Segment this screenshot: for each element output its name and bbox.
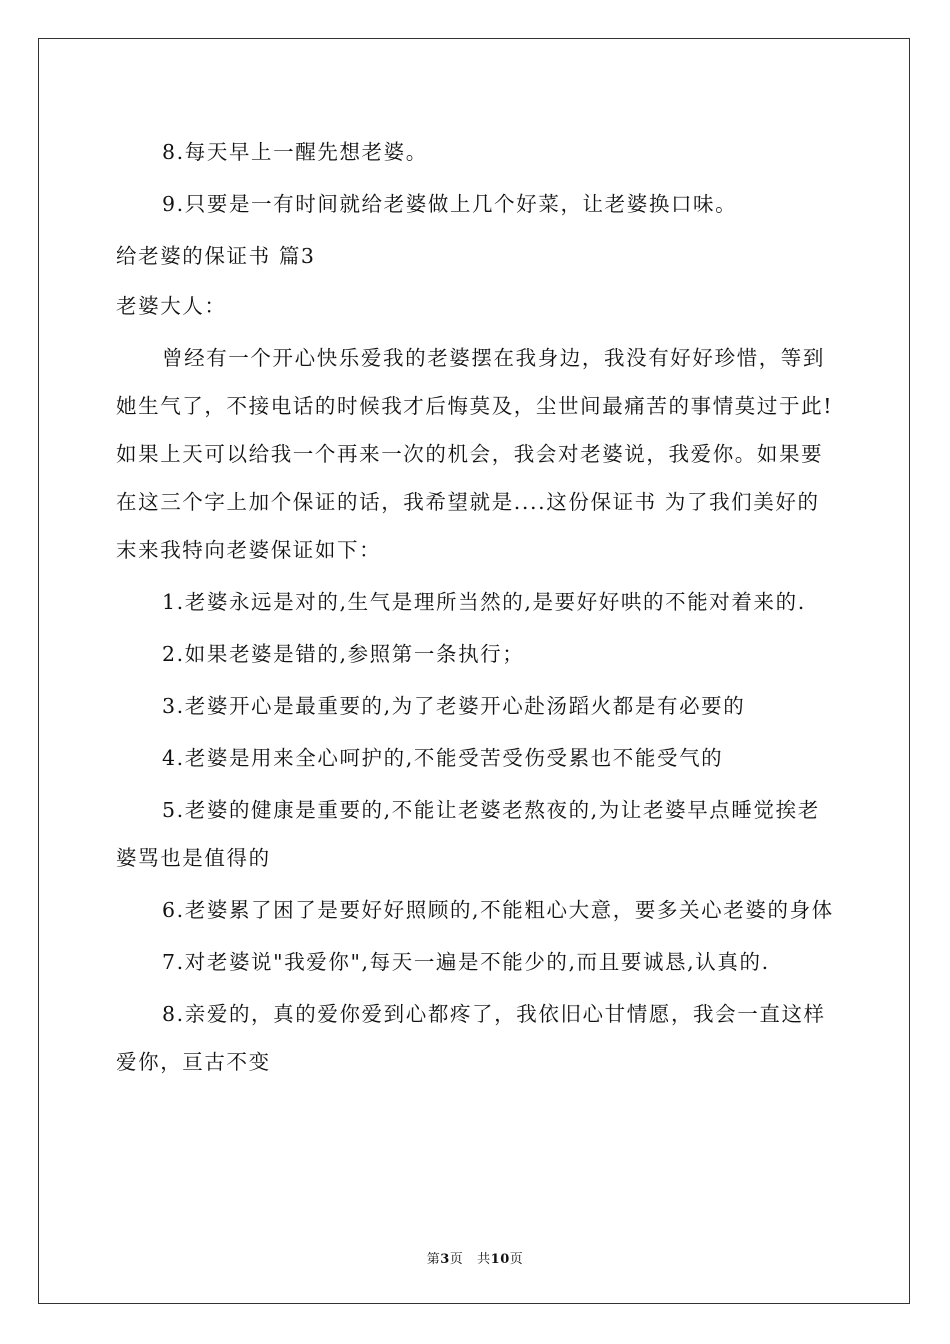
pledge-item-3: 3.老婆开心是最重要的,为了老婆开心赴汤蹈火都是有必要的 — [162, 694, 746, 718]
pledge-item-5: 5.老婆的健康是重要的,不能让老婆老熬夜的,为让老婆早点睡觉挨老婆骂也是值得的 — [116, 798, 820, 870]
salutation: 老婆大人： — [116, 294, 227, 318]
page-footer — [0, 1248, 950, 1267]
list-item-8-think-of-wife: 8.每天早上一醒先想老婆。 — [162, 140, 428, 164]
pledge-item-7: 7.对老婆说"我爱你",每天一遍是不能少的,而且要诚恳,认真的. — [162, 950, 770, 974]
list-item-9-cook-dishes: 9.只要是一有时间就给老婆做上几个好菜，让老婆换口味。 — [162, 192, 738, 216]
pledge-item-2: 2.如果老婆是错的,参照第一条执行； — [162, 642, 525, 666]
footer-middle: 页 共 — [449, 1252, 491, 1267]
pledge-item-8: 8.亲爱的，真的爱你爱到心都疼了，我依旧心甘情愿，我会一直这样爱你，亘古不变 — [116, 1002, 826, 1074]
current-page-number: 3 — [440, 1252, 450, 1267]
pledge-item-4: 4.老婆是用来全心呵护的,不能受苦受伤受累也不能受气的 — [162, 746, 724, 770]
section-heading: 给老婆的保证书 篇3 — [116, 244, 316, 268]
pledge-item-1: 1.老婆永远是对的,生气是理所当然的,是要好好哄的不能对着来的. — [162, 590, 806, 614]
total-pages-number: 10 — [490, 1252, 510, 1267]
footer-prefix: 第 — [426, 1252, 441, 1267]
intro-paragraph: 曾经有一个开心快乐爱我的老婆摆在我身边，我没有好好珍惜，等到她生气了，不接电话的时候我才后悔莫及，尘世间最痛苦的事情莫过于此!如果上天可以给我一个再来一次的机会，我会对老婆说，我爱你。如果要在这三个字上加个保证的话，我希望就是....这份保证书 为了我们美好的末来我特向老婆保证如下： — [116, 346, 834, 562]
pledge-item-6: 6.老婆累了困了是要好好照顾的,不能粗心大意，要多关心老婆的身体 — [162, 898, 834, 922]
footer-suffix: 页 — [509, 1252, 524, 1267]
document-body — [116, 128, 836, 1090]
